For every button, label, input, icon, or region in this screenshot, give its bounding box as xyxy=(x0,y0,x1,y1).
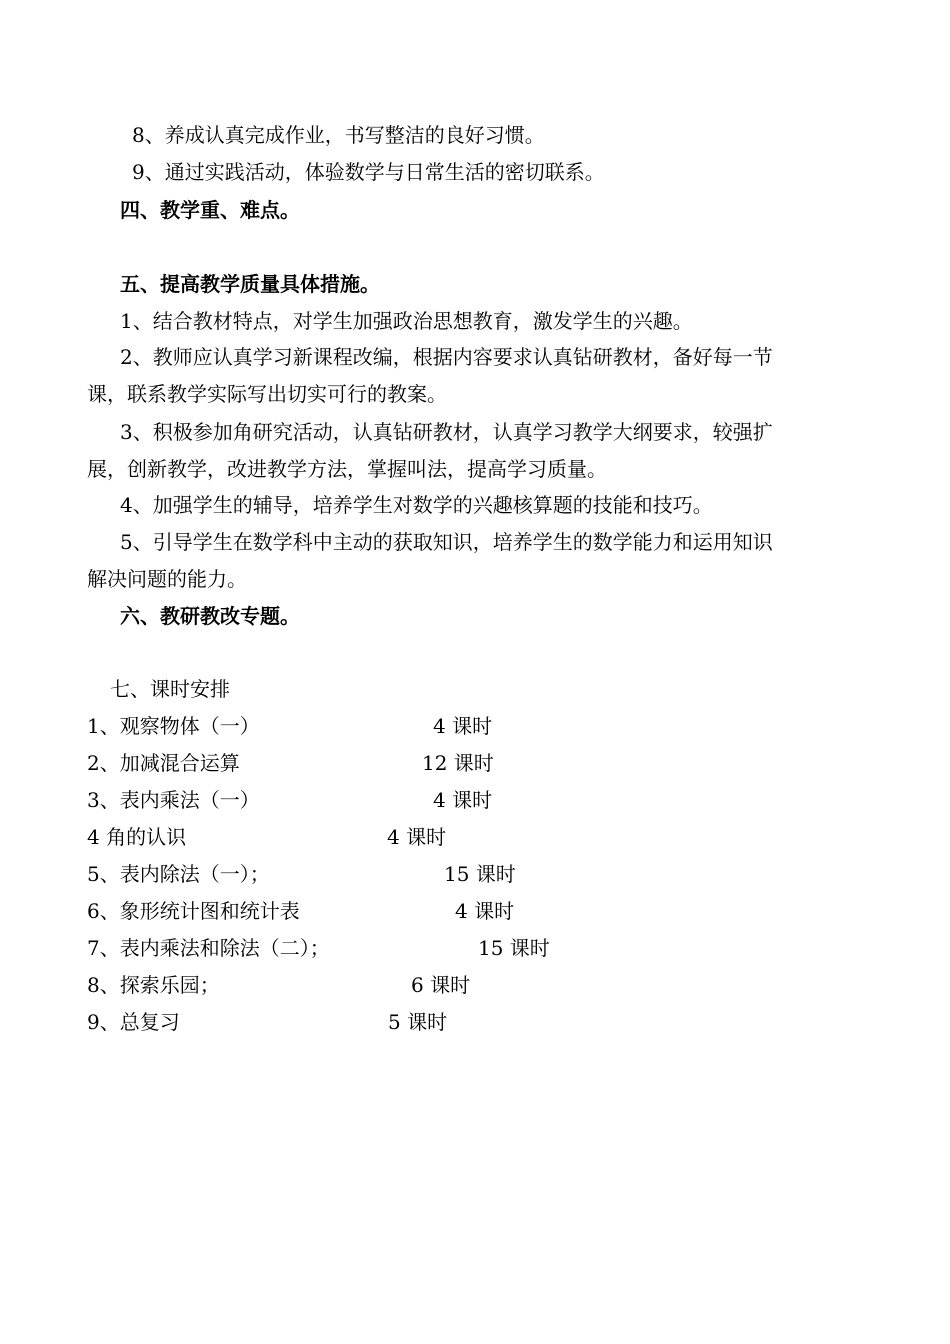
measure-item-4: 4、加强学生的辅导，培养学生对数学的兴趣核算题的技能和技巧。 xyxy=(120,493,713,517)
goal-item-9: 9、通过实践活动，体验数学与日常生活的密切联系。 xyxy=(132,160,605,184)
section-7-heading: 七、课时安排 xyxy=(110,677,230,701)
measure-item-5-line-2: 解决问题的能力。 xyxy=(87,567,247,591)
schedule-topic: 4 角的认识 xyxy=(87,825,187,849)
schedule-topic: 6、象形统计图和统计表 xyxy=(87,899,300,923)
schedule-hours: 15 课时 xyxy=(478,936,550,960)
schedule-hours: 6 课时 xyxy=(411,973,471,997)
schedule-topic: 7、表内乘法和除法（二）； xyxy=(87,936,330,960)
schedule-hours: 15 课时 xyxy=(444,862,516,886)
measure-item-2-line-1: 2、教师应认真学习新课程改编，根据内容要求认真钻研教材，备好每一节 xyxy=(120,345,773,369)
section-5-heading: 五、提高教学质量具体措施。 xyxy=(120,272,380,296)
measure-item-5-line-1: 5、引导学生在数学科中主动的获取知识，培养学生的数学能力和运用知识 xyxy=(120,530,773,554)
goal-item-8: 8、养成认真完成作业，书写整洁的良好习惯。 xyxy=(132,123,545,147)
schedule-topic: 2、加减混合运算 xyxy=(87,751,240,775)
measure-item-3-line-1: 3、积极参加角研究活动，认真钻研教材，认真学习教学大纲要求，较强扩 xyxy=(120,420,773,444)
measure-item-2-line-2: 课，联系教学实际写出切实可行的教案。 xyxy=(87,382,447,406)
schedule-topic: 3、表内乘法（一） xyxy=(87,788,260,812)
schedule-topic: 9、总复习 xyxy=(87,1010,180,1034)
schedule-hours: 4 课时 xyxy=(387,825,447,849)
measure-item-3-line-2: 展，创新教学，改进教学方法，掌握叫法，提高学习质量。 xyxy=(87,457,607,481)
section-6-heading: 六、教研教改专题。 xyxy=(120,604,300,628)
schedule-hours: 12 课时 xyxy=(422,751,494,775)
section-4-heading: 四、教学重、难点。 xyxy=(120,198,300,222)
schedule-topic: 1、观察物体（一） xyxy=(87,714,260,738)
schedule-hours: 4 课时 xyxy=(433,788,493,812)
schedule-topic: 8、探索乐园； xyxy=(87,973,220,997)
schedule-hours: 5 课时 xyxy=(388,1010,448,1034)
schedule-hours: 4 课时 xyxy=(433,714,493,738)
schedule-hours: 4 课时 xyxy=(455,899,515,923)
measure-item-1: 1、结合教材特点，对学生加强政治思想教育，激发学生的兴趣。 xyxy=(120,309,693,333)
schedule-topic: 5、表内除法（一）； xyxy=(87,862,270,886)
